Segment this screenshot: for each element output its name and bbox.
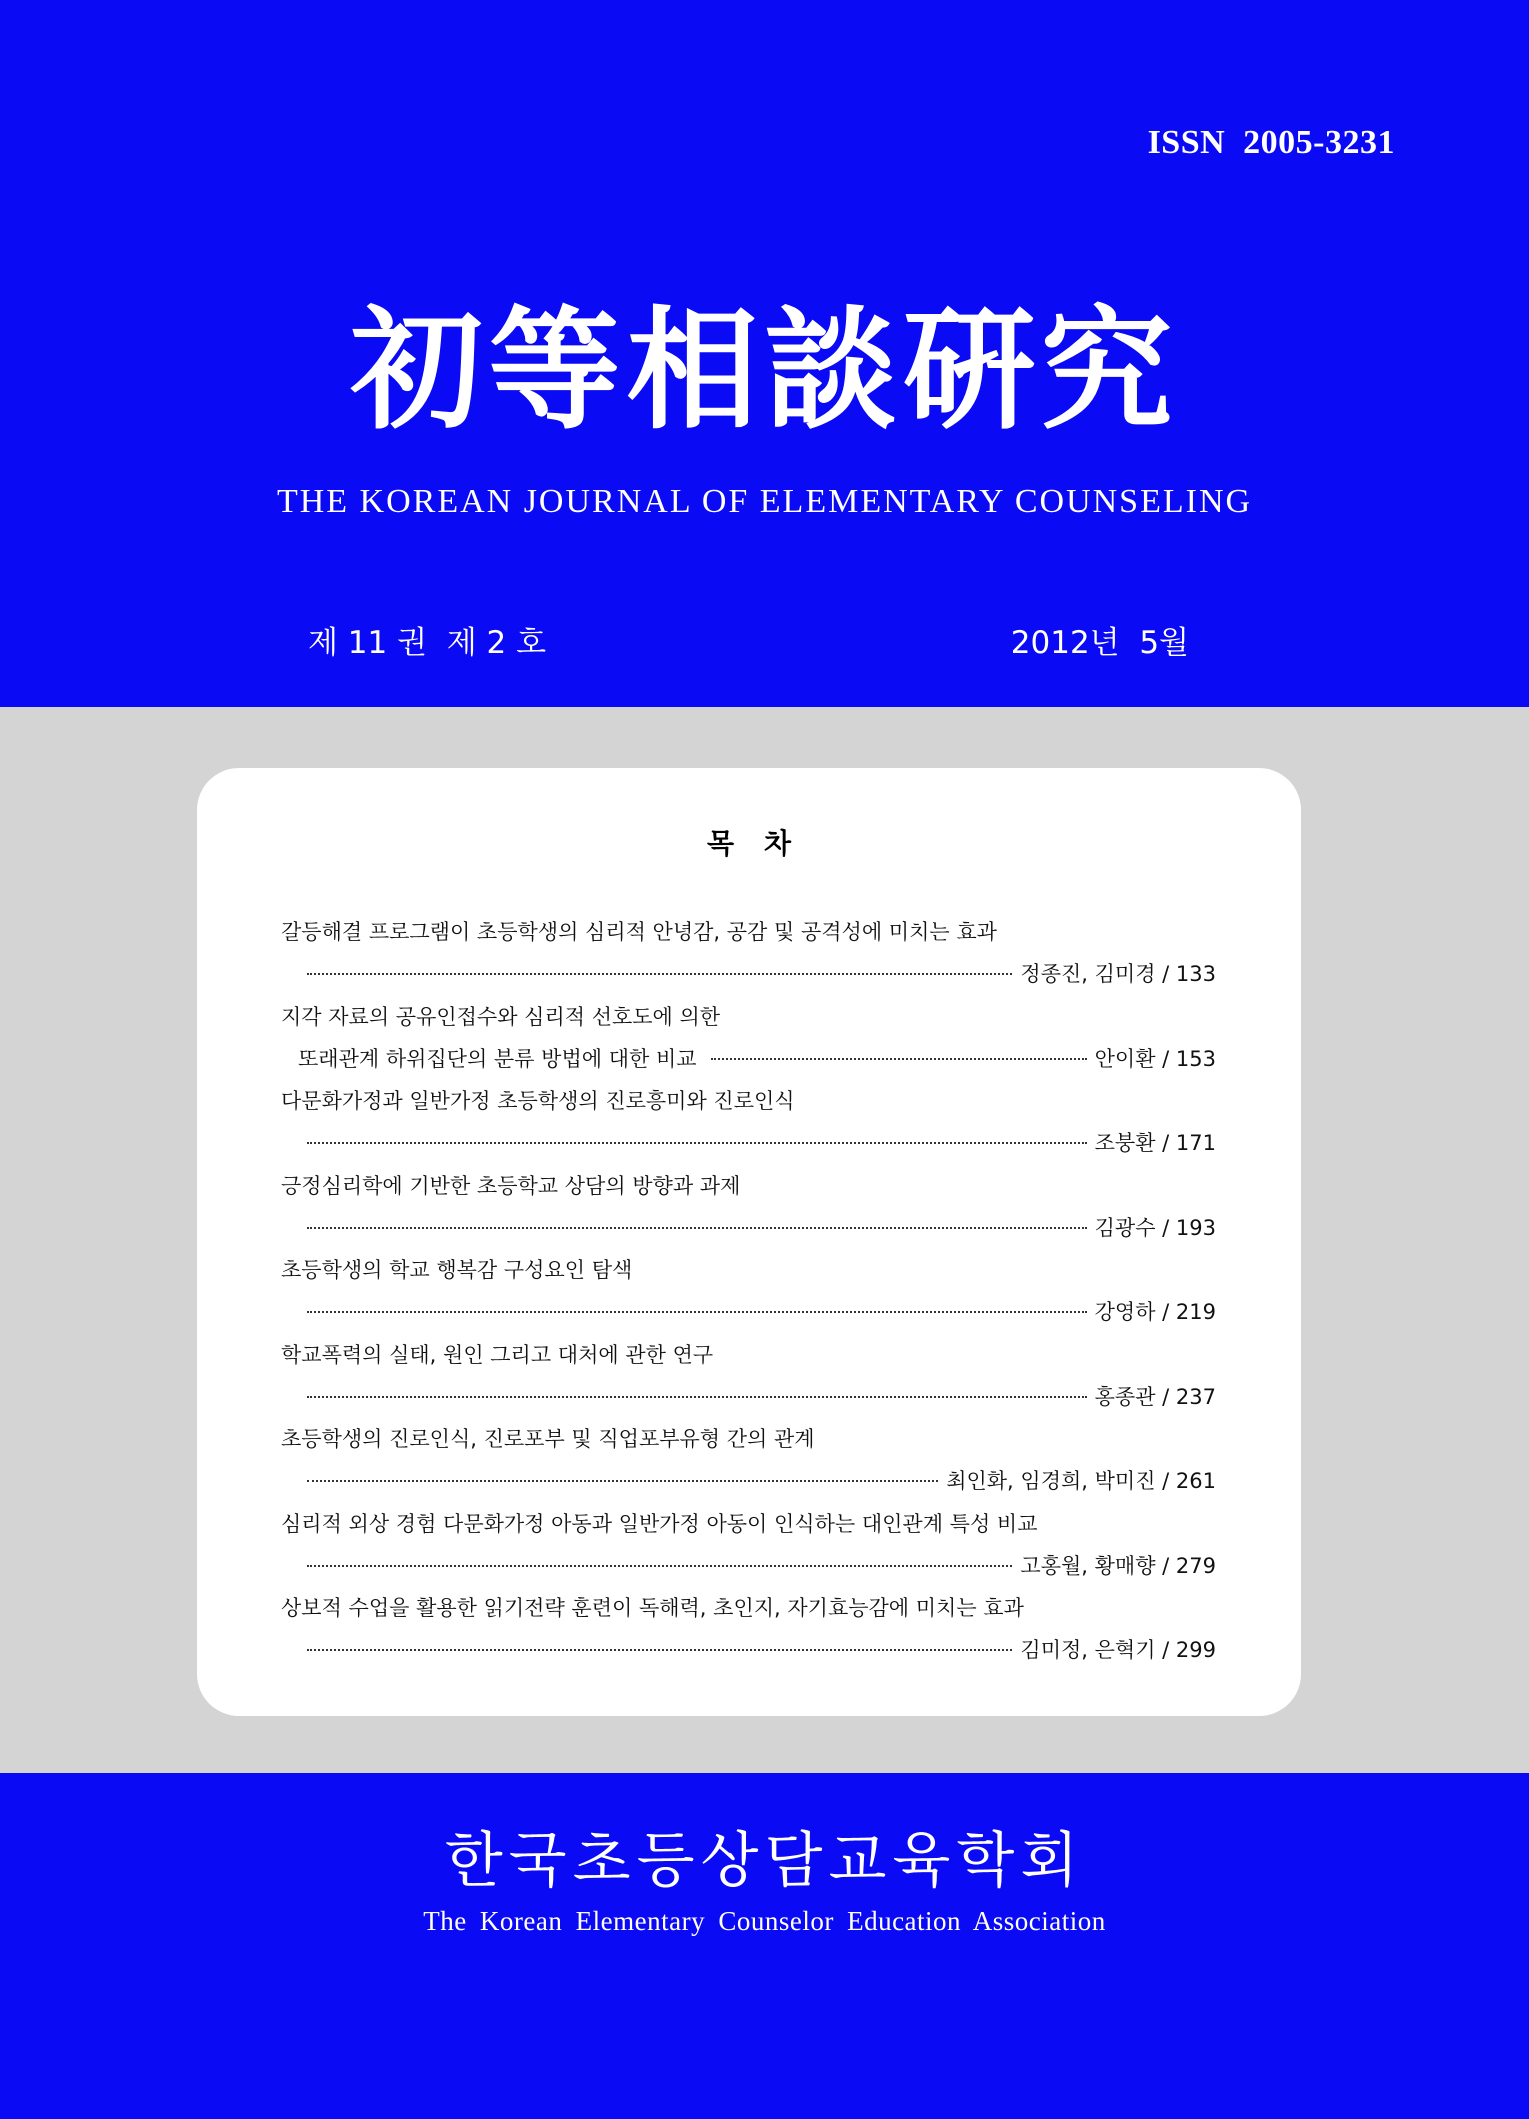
toc-entry bbox=[281, 1341, 1216, 1426]
toc-entry-row bbox=[281, 1214, 1216, 1242]
table-of-contents-card bbox=[197, 768, 1301, 1716]
toc-leader-dots bbox=[307, 1649, 1012, 1651]
toc-leader-dots bbox=[307, 1311, 1087, 1313]
toc-entry-author-page: 최인화, 임경희, 박미진 / 261 bbox=[946, 1469, 1216, 1493]
toc-entry-row bbox=[281, 1552, 1216, 1580]
toc-entry bbox=[281, 1172, 1216, 1257]
toc-entry-author-page: 강영하 / 219 bbox=[1094, 1300, 1216, 1324]
journal-title-english: THE KOREAN JOURNAL OF ELEMENTARY COUNSELING bbox=[276, 483, 1253, 520]
toc-entry-author-page: 안이환 / 153 bbox=[1094, 1046, 1216, 1071]
journal-title-hanja: 初等相談硏究 bbox=[350, 294, 1179, 448]
toc-entry-author-page: 조붕환 / 171 bbox=[1094, 1131, 1216, 1155]
toc-entry-title: 지각 자료의 공유인접수와 심리적 선호도에 의한 bbox=[281, 1004, 721, 1029]
issn-label: ISSN 2005-3231 bbox=[1147, 124, 1395, 161]
cover-top-band bbox=[0, 0, 1529, 707]
toc-leader-dots bbox=[307, 1227, 1087, 1229]
cover-bottom-band bbox=[0, 1773, 1529, 2119]
toc-entry-author-page: 고홍월, 황매향 / 279 bbox=[1020, 1553, 1216, 1578]
toc-entry-author-page: 김광수 / 193 bbox=[1094, 1215, 1216, 1240]
toc-entry-title: 갈등해결 프로그램이 초등학생의 심리적 안녕감, 공감 및 공격성에 미치는 효과 bbox=[281, 920, 997, 944]
toc-list bbox=[281, 918, 1216, 1679]
toc-entry-row bbox=[281, 1636, 1216, 1664]
toc-entry-author-page: 정종진, 김미경 / 133 bbox=[1020, 962, 1216, 986]
toc-leader-dots bbox=[711, 1058, 1087, 1060]
toc-entry-title: 다문화가정과 일반가정 초등학생의 진로흥미와 진로인식 bbox=[281, 1089, 795, 1113]
toc-entry-row bbox=[281, 1129, 1216, 1157]
toc-entry-title: 긍정심리학에 기반한 초등학교 상담의 방향과 과제 bbox=[281, 1173, 741, 1198]
toc-entry bbox=[281, 1510, 1216, 1595]
toc-heading: 목차 bbox=[706, 827, 822, 860]
society-name-korean: 한국초등상담교육학회 bbox=[444, 1826, 1085, 1896]
toc-leader-dots bbox=[307, 1396, 1087, 1398]
society-name-english: The Korean Elementary Counselor Education Association bbox=[423, 1906, 1106, 1936]
toc-entry-row bbox=[281, 960, 1216, 988]
toc-entry-title: 심리적 외상 경험 다문화가정 아동과 일반가정 아동이 인식하는 대인관계 특성 비교 bbox=[281, 1511, 1038, 1536]
toc-entry-author-page: 홍종관 / 237 bbox=[1094, 1384, 1216, 1409]
toc-entry bbox=[281, 1425, 1216, 1510]
toc-entry bbox=[281, 1256, 1216, 1341]
toc-leader-dots bbox=[307, 973, 1012, 975]
toc-leader-dots bbox=[307, 1142, 1087, 1144]
toc-entry-title: 초등학생의 학교 행복감 구성요인 탐색 bbox=[281, 1258, 633, 1282]
toc-entry-row bbox=[281, 1045, 1216, 1073]
toc-entry-title: 초등학생의 진로인식, 진로포부 및 직업포부유형 간의 관계 bbox=[281, 1427, 815, 1451]
toc-entry-author-page: 김미정, 은혁기 / 299 bbox=[1020, 1638, 1216, 1662]
toc-leader-dots bbox=[307, 1480, 938, 1482]
toc-leader-dots bbox=[307, 1565, 1012, 1567]
toc-entry-subtitle: 또래관계 하위집단의 분류 방법에 대한 비교 bbox=[298, 1046, 697, 1071]
toc-entry-title: 학교폭력의 실태, 원인 그리고 대처에 관한 연구 bbox=[281, 1342, 714, 1367]
volume-issue: 제 11 권 제 2 호 bbox=[308, 625, 547, 661]
publication-date: 2012년 5월 bbox=[1010, 625, 1189, 661]
toc-entry-title: 상보적 수업을 활용한 읽기전략 훈련이 독해력, 초인지, 자기효능감에 미치는 효과 bbox=[281, 1596, 1024, 1620]
toc-entry bbox=[281, 1003, 1216, 1088]
toc-entry-row bbox=[281, 1467, 1216, 1495]
toc-entry bbox=[281, 1087, 1216, 1172]
toc-entry bbox=[281, 918, 1216, 1003]
toc-entry bbox=[281, 1594, 1216, 1679]
toc-entry-row bbox=[281, 1383, 1216, 1411]
toc-entry-row bbox=[281, 1298, 1216, 1326]
